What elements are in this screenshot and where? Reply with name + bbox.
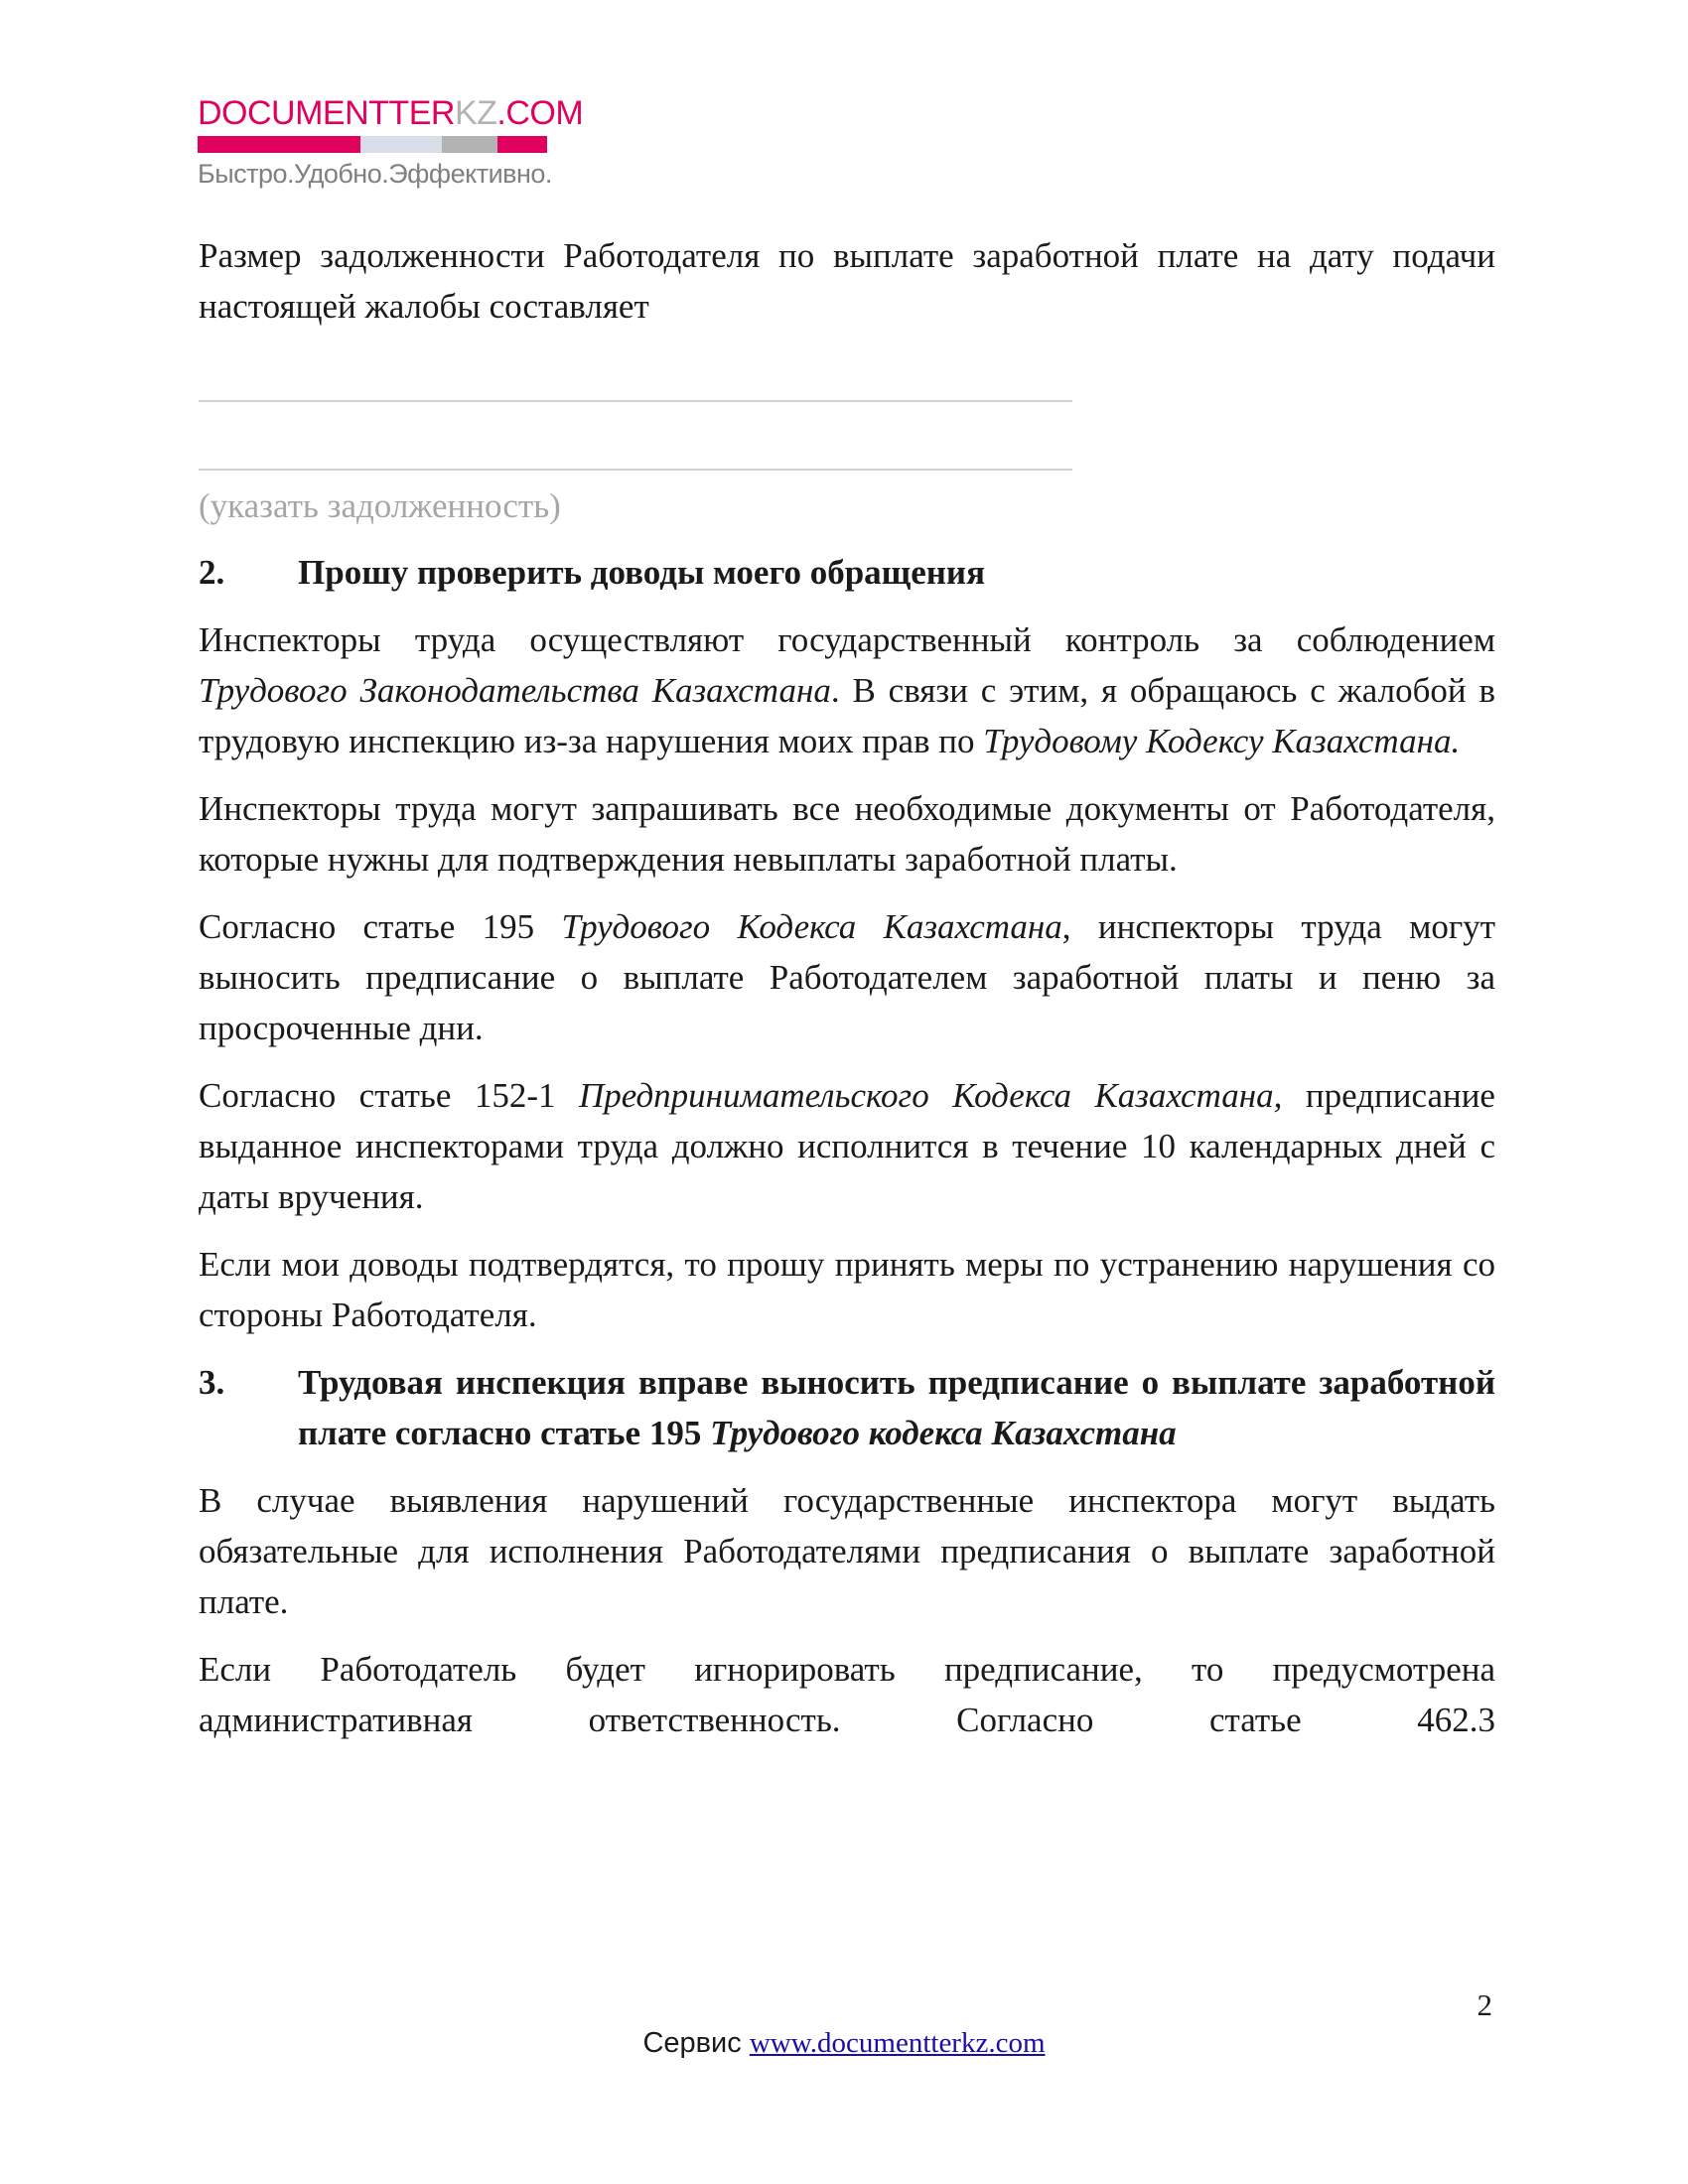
section-3-paragraph-2: Если Работодатель будет игнорировать предписание, то предусмотрена: [199, 1650, 1495, 1689]
section-3-paragraph-2-last-line: административная ответственность. Согласно статье 462.3: [199, 1701, 1495, 1739]
site-logo: [198, 93, 584, 190]
section-3-number: 3.: [199, 1363, 225, 1402]
section-3-title: Трудовая инспекция вправе выносить предписание о выплате заработной плате согласно статье 195 Трудового кодекса Казахстана: [298, 1363, 1495, 1452]
section-2-paragraph-5: Если мои доводы подтвердятся, то прошу принять меры по устранению нарушения со стороны Работодателя.: [199, 1245, 1495, 1334]
logo-bar-segment: [442, 136, 497, 153]
logo-color-bar: [198, 136, 547, 153]
section-2-title: Прошу проверить доводы моего обращения: [298, 553, 986, 592]
footer-label: Сервис: [642, 2027, 750, 2059]
section-2-number: 2.: [199, 553, 225, 592]
logo-bar-segment: [497, 136, 547, 153]
logo-tagline: Быстро.Удобно.Эффективно.: [198, 159, 552, 189]
logo-brand-suffix: .COM: [496, 94, 584, 132]
logo-bar-segment: [360, 136, 442, 153]
logo-brand-pink: DOCUMENTTER: [198, 94, 455, 132]
section-2-paragraph-2: Инспекторы труда могут запрашивать все необходимые документы от Работодателя, которые нужны для подтверждения невыплаты заработной платы.: [199, 789, 1495, 879]
debt-paragraph: Размер задолженности Работодателя по выплате заработной плате на дату подачи настоящей жалобы составляет: [199, 236, 1495, 326]
footer-website-link[interactable]: www.documentterkz.com: [749, 2027, 1046, 2059]
section-2-paragraph-1: Инспекторы труда осуществляют государственный контроль за соблюдением Трудового Законодательства Казахстана. В связи с этим, я обращаюсь с жалобой в трудовую инспекцию из-за нарушения моих прав по Трудовому Кодексу Казахстана.: [199, 620, 1495, 760]
logo-bar-segment: [198, 136, 360, 153]
section-3-paragraph-1: В случае выявления нарушений государственные инспектора могут выдать обязательные для исполнения Работодателями предписания о выплате заработной плате.: [199, 1481, 1495, 1621]
document-body: [199, 230, 1495, 1745]
logo-brand-gray: KZ: [454, 94, 497, 132]
section-2-paragraph-3: Согласно статье 195 Трудового Кодекса Казахстана, инспекторы труда могут выносить предписание о выплате Работодателем заработной платы и пеню за просроченные дни.: [199, 907, 1495, 1047]
section-3-heading: [199, 1357, 1495, 1458]
debt-hint: (указать задолженность): [199, 486, 561, 525]
section-2-heading: [199, 547, 1495, 598]
page-number: 2: [1477, 1987, 1492, 2022]
logo-wordmark: [198, 93, 584, 133]
section-2-paragraph-4: Согласно статье 152-1 Предпринимательского Кодекса Казахстана, предписание выданное инспекторами труда должно исполнится в течение 10 календарных дней с даты вручения.: [199, 1076, 1495, 1216]
footer: [0, 2023, 1688, 2063]
